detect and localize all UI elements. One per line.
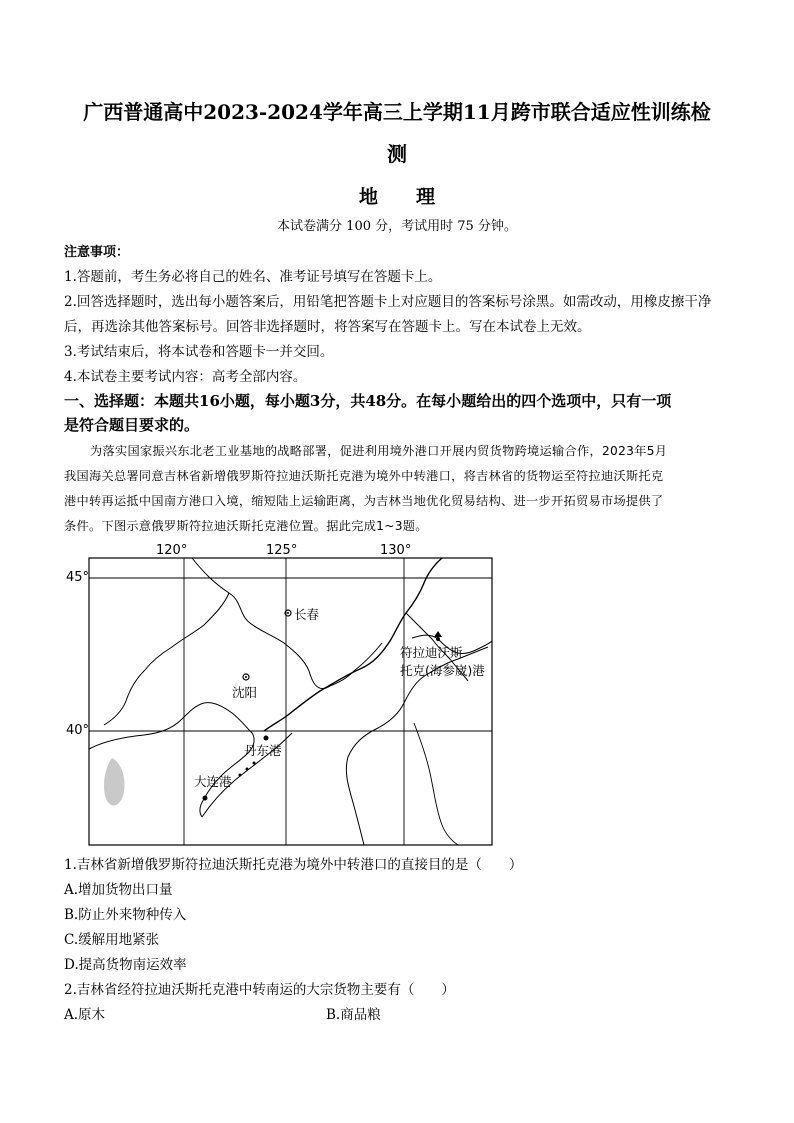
lat-label-45: 45° (66, 570, 90, 585)
lon-label-125: 125° (266, 543, 298, 558)
city-label-shenyang: 沈阳 (232, 685, 258, 700)
bohai-sea-shading (104, 758, 125, 805)
question-1-option-c: C.缓解用地紧张 (64, 932, 160, 948)
question-1-option-a: A.增加货物出口量 (64, 882, 173, 898)
port-label-dalian: 大连港 (194, 774, 232, 789)
lon-label-120: 120° (156, 543, 188, 558)
city-label-changchun: 长春 (294, 607, 320, 622)
note-item-4: 4.本试卷主要考试内容：高考全部内容。 (64, 369, 307, 385)
map-frame (89, 558, 492, 845)
question-1-stem: 1.吉林省新增俄罗斯符拉迪沃斯托克港为境外中转港口的直接目的是（ ） (64, 857, 523, 873)
port-location-map (64, 543, 494, 848)
passage-line2: 我国海关总署同意吉林省新增俄罗斯符拉迪沃斯托克港为境外中转港口，将吉林省的货物运至符拉迪沃斯托克 (64, 469, 664, 483)
question-1-option-d: D.提高货物南运效率 (64, 957, 187, 973)
score-info: 本试卷满分 100 分，考试用时 75 分钟。 (277, 219, 517, 234)
port-label-vladivostok-2: 托克(海参崴)港 (400, 663, 485, 678)
subject-title: 地理 (358, 186, 473, 208)
note-item-2b: 后，再选涂其他答案标号。回答非选择题时，将答案写在答题卡上。写在本试卷上无效。 (64, 319, 591, 335)
vladivostok-port-icon (434, 631, 442, 637)
liaoning-west-boundary (104, 593, 229, 725)
island-dot-3 (253, 762, 256, 765)
note-item-3: 3.考试结束后，将本试卷和答题卡一并交回。 (64, 344, 334, 360)
port-label-dandong: 丹东港 (244, 743, 282, 758)
dalian-port-icon (203, 796, 208, 801)
note-item-1: 1.答题前，考生务必将自己的姓名、准考证号填写在答题卡上。 (64, 269, 442, 285)
lon-label-130: 130° (380, 543, 412, 558)
island-dot-2 (246, 768, 249, 771)
question-2-option-b: B.商品粮 (326, 1007, 381, 1023)
question-1-option-b: B.防止外来物种传入 (64, 907, 187, 923)
note-item-2a: 2.回答选择题时，选出每小题答案后，用铅笔把答题卡上对应题目的答案标号涂黑。如需改动，用橡皮擦干净 (64, 294, 712, 310)
passage-line3: 港中转再运抵中国南方港口入境，缩短陆上运输距离，为吉林当地优化贸易结构、进一步开拓贸易市场提供了 (64, 494, 664, 508)
korea-east-coast (414, 723, 458, 845)
lat-label-40: 40° (66, 723, 90, 738)
exam-title-line1: 广西普通高中2023-2024学年高三上学期11月跨市联合适应性训练检 (83, 100, 711, 124)
question-2-option-a: A.原木 (64, 1007, 106, 1023)
passage-line1: 为落实国家振兴东北老工业基地的战略部署，促进利用境外港口开展内贸货物跨境运输合作，2023年5月 (90, 444, 668, 458)
port-label-vladivostok-1: 符拉迪沃斯 (400, 645, 463, 660)
exam-title-line2: 测 (387, 142, 407, 166)
passage-line4: 条件。下图示意俄罗斯符拉迪沃斯托克港位置。据此完成1~3题。 (64, 519, 428, 533)
section-heading-line2: 是符合题目要求的。 (64, 416, 200, 434)
dandong-port-icon (264, 736, 269, 741)
question-2-stem: 2.吉林省经符拉迪沃斯托克港中转南运的大宗货物主要有（ ） (64, 982, 455, 998)
map-drawing (64, 543, 494, 848)
island-dot-1 (239, 774, 242, 777)
section-heading-line1: 一、选择题：本题共16小题，每小题3分，共48分。在每小题给出的四个选项中，只有一项 (64, 392, 672, 410)
notes-heading: 注意事项： (64, 245, 130, 260)
